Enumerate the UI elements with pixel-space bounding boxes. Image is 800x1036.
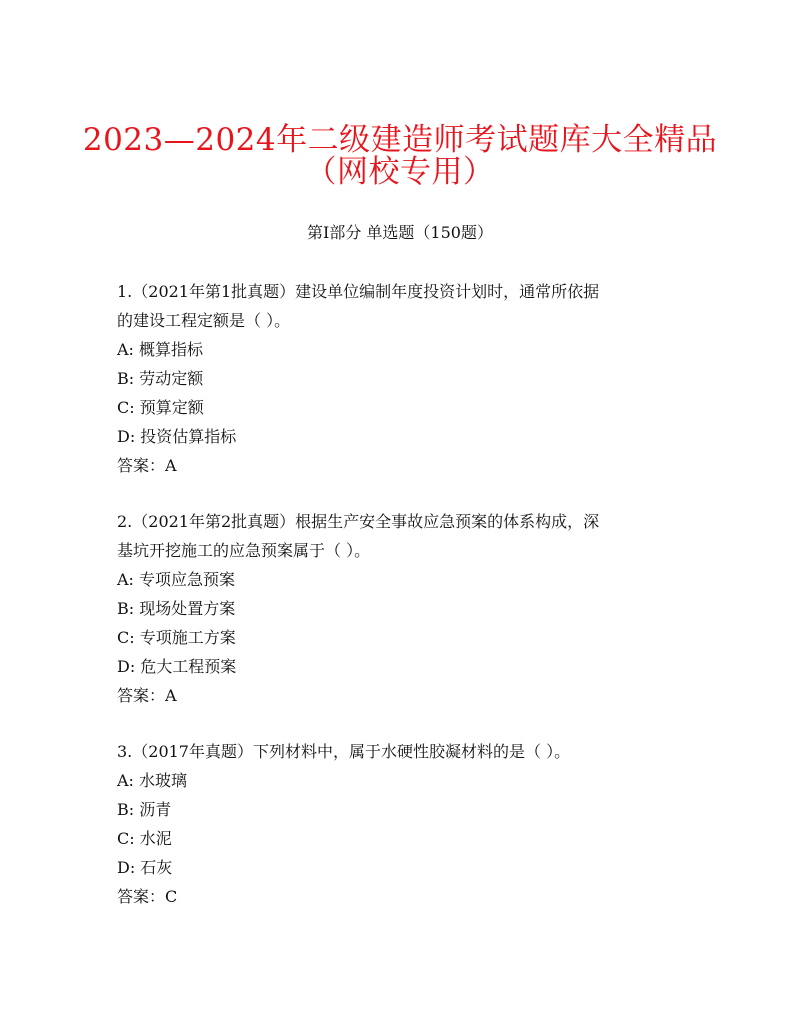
section-heading: 第I部分 单选题（150题）	[307, 223, 493, 242]
question-3-option-c: C: 水泥	[117, 829, 172, 848]
question-3-option-b: B: 沥青	[117, 800, 172, 819]
question-3-option-a: A: 水玻璃	[117, 771, 188, 790]
question-1-option-d: D: 投资估算指标	[117, 427, 237, 446]
document-title-line-1: 2023—2024年二级建造师考试题库大全精品	[82, 122, 718, 158]
question-3-answer: 答案：C	[117, 887, 178, 906]
question-1-answer: 答案：A	[117, 456, 177, 475]
question-2-option-a: A: 专项应急预案	[117, 570, 236, 589]
question-3	[117, 737, 687, 911]
question-2-stem-line-2: 基坑开挖施工的应急预案属于（ ）。	[117, 541, 371, 560]
question-2-stem-line-1: 2.（2021年第2批真题）根据生产安全事故应急预案的体系构成，深	[117, 512, 600, 531]
question-2-option-c: C: 专项施工方案	[117, 628, 236, 647]
question-1-option-a: A: 概算指标	[117, 340, 204, 359]
question-3-stem-line-1: 3.（2017年真题）下列材料中，属于水硬性胶凝材料的是（ ）。	[117, 742, 571, 761]
question-1-stem-line-2: 的建设工程定额是（ ）。	[117, 311, 291, 330]
question-2-option-d: D: 危大工程预案	[117, 657, 237, 676]
question-1-option-c: C: 预算定额	[117, 398, 204, 417]
question-3-option-d: D: 石灰	[117, 858, 173, 877]
question-2-option-b: B: 现场处置方案	[117, 599, 236, 618]
question-2	[117, 507, 687, 710]
document-title-line-2: （网校专用）	[305, 154, 495, 190]
question-1-stem-line-1: 1.（2021年第1批真题）建设单位编制年度投资计划时，通常所依据	[117, 282, 600, 301]
question-1	[117, 277, 687, 480]
question-1-option-b: B: 劳动定额	[117, 369, 204, 388]
question-2-answer: 答案：A	[117, 686, 177, 705]
